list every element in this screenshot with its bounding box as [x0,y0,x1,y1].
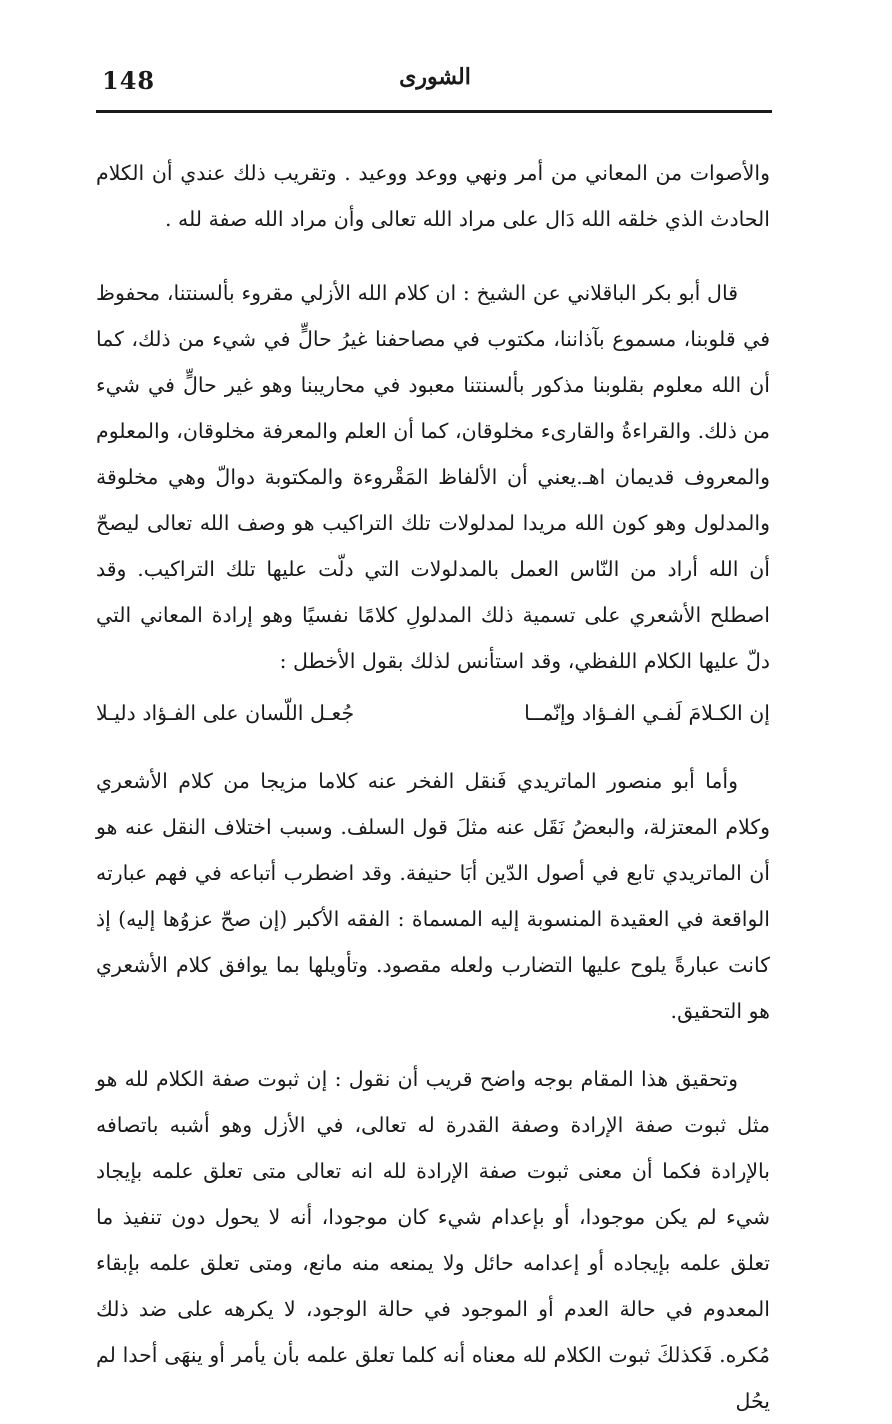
paragraph-3: وأما أبو منصور الماتريدي فَنقل الفخر عنه كلاما مزيجا من كلام الأشعري وكلام المعتزلة، والبعضُ نَقَل عنه مثلَ قول السلف. وسبب اختلاف النقل عنه هو أن الماتريدي تابع في أصول الدّين أبَا حنيفة. وقد اضطرب أتباعه في فهم عبارته الواقعة في العقيدة المنسوبة إليه المسماة : الفقه الأكبر (إن صحّ عزوُها إليه) إذ كانت عبارةً يلوح عليها التضارب ولعله مقصود. وتأويلها بما يوافق كلام الأشعري هو التحقيق. [96,769,770,1023]
poetry-verse [96,690,770,736]
page-header [100,62,770,106]
paragraph-spacer [96,242,770,270]
paragraph-2: قال أبو بكر الباقلاني عن الشيخ : ان كلام الله الأزلي مقروء بألسنتنا، محفوظ في قلوبنا، مسموع بآذاننا، مكتوب في مصاحفنا غيرُ حالٍّ في شيء من ذلك، كما أن الله معلوم بقلوبنا مذكور بألسنتنا معبود في محاريبنا وهو غير حالٍّ في شيء من ذلك. والقراءةُ والقارىء مخلوقان، كما أن العلم والمعرفة مخلوقان، والمعلوم والمعروف قديمان اهـ.يعني أن الألفاظ المَقْروءة والمكتوبة دوالّ وهي مخلوقة والمدلول وهو كون الله مريدا لمدلولات تلك التراكيب هو وصف الله تعالى ليصحّ أن الله أراد من النّاس العمل بالمدلولات التي دلّت عليها تلك التراكيب. وقد اصطلح الأشعري على تسمية ذلك المدلولِ كلامًا نفسيًا وهو إرادة المعاني التي دلّ عليها الكلام اللفظي، وقد استأنس لذلك بقول الأخطل : [96,281,770,673]
page-body [96,150,770,1424]
paragraph-spacer [96,1034,770,1056]
verse-first-hemistich: إن الكـلامَ لَفـي الفـؤاد وإنّمــا [524,701,770,725]
page-number: 148 [102,66,156,95]
header-rule [96,110,772,113]
running-title: الشورى [399,64,471,90]
paragraph-spacer [96,736,770,758]
paragraph-1: والأصوات من المعاني من أمر ونهي ووعد ووعيد . وتقريب ذلك عندي أن الكلام الحادث الذي خلقه الله دَال على مراد الله تعالى وأن مراد الله صفة لله . [96,161,770,231]
paragraph-4: وتحقيق هذا المقام بوجه واضح قريب أن نقول : إن ثبوت صفة الكلام لله هو مثل ثبوت صفة الإرادة وصفة القدرة له تعالى، في الأزل وهو أشبه باتصافه بالإرادة فكما أن معنى ثبوت صفة الإرادة لله انه تعالى متى تعلق علمه بإيجاد شيء لم يكن موجودا، أو بإعدام شيء كان موجودا، أنه لا يحول دون تنفيذ ما تعلق علمه بإيجاده أو إعدامه حائل ولا يمنعه منه مانع، ومتى تعلق علمه بإبقاء المعدوم في حالة العدم أو الموجود في حالة الوجود، لا يكرهه على ضد ذلك مُكره. فَكذلكَ ثبوت الكلام لله معناه أنه كلما تعلق علمه بأن يأمر أو ينهَى أحدا لم يحُل [96,1067,770,1413]
verse-second-hemistich: جُعـل اللّسان على الفـؤاد دليـلا [96,701,355,725]
